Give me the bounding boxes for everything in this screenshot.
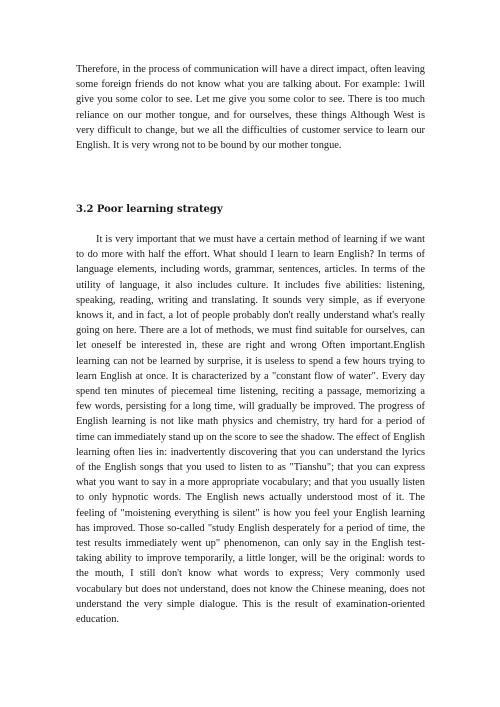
body-paragraph-communication: Therefore, in the process of communication will have a direct impact, often leaving some foreign friends do not know what you are talking about. For example: 1will give you some color to see. Let me give you some color to see. There is too much reliance on our mother tongue, and for ourselves, these things Although West is very difficult to change, but we all the difficulties of customer service to learn our English. It is very wrong not to be bound by our mother tongue. bbox=[76, 64, 425, 152]
section-heading: 3.2 Poor learning strategy bbox=[76, 204, 223, 215]
body-paragraph-learning-strategy: It is very important that we must have a certain method of learning if we want to do more with half the effort. What should I learn to learn English? In terms of language elements, including words, grammar, sentences, articles. In terms of the utility of language, it also includes culture. It includes five abilities: listening, speaking, reading, writing and translating. It sounds very simple, as if everyone knows it, and in fact, a lot of people probably don't really understand what's really going on here. There are a lot of methods, we must find suitable for ourselves, can let oneself be interested in, these are right and wrong Often important.English learning can not be learned by surprise, it is useless to spend a few hours trying to learn English at once. It is characterized by a "constant flow of water". Every day spend ten minutes of piecemeal time listening, reciting a passage, memorizing a few words, persisting for a long time, will gradually be improved. The progress of English learning is not like math physics and chemistry, try hard for a period of time can immediately stand up on the score to see the shadow. The effect of English learning often lies in: inadvertently discovering that you can understand the lyrics of the English songs that you used to listen to as "Tianshu"; that you can express what you want to say in a more appropriate vocabulary; and that you usually listen to only hypnotic words. The English news actually understood most of it. The feeling of "moistening everything is silent" is how you feel your English learning has improved. Those so-called "study English desperately for a period of time, the test results immediately went up" phenomenon, can only say in the English test-taking ability to improve temporarily, a little longer, will be the original: words to the mouth, I still don't know what words to express; Very commonly used vocabulary but does not understand, does not know the Chinese meaning, does not understand the very simple dialogue. This is the result of examination-oriented education. bbox=[76, 234, 425, 626]
